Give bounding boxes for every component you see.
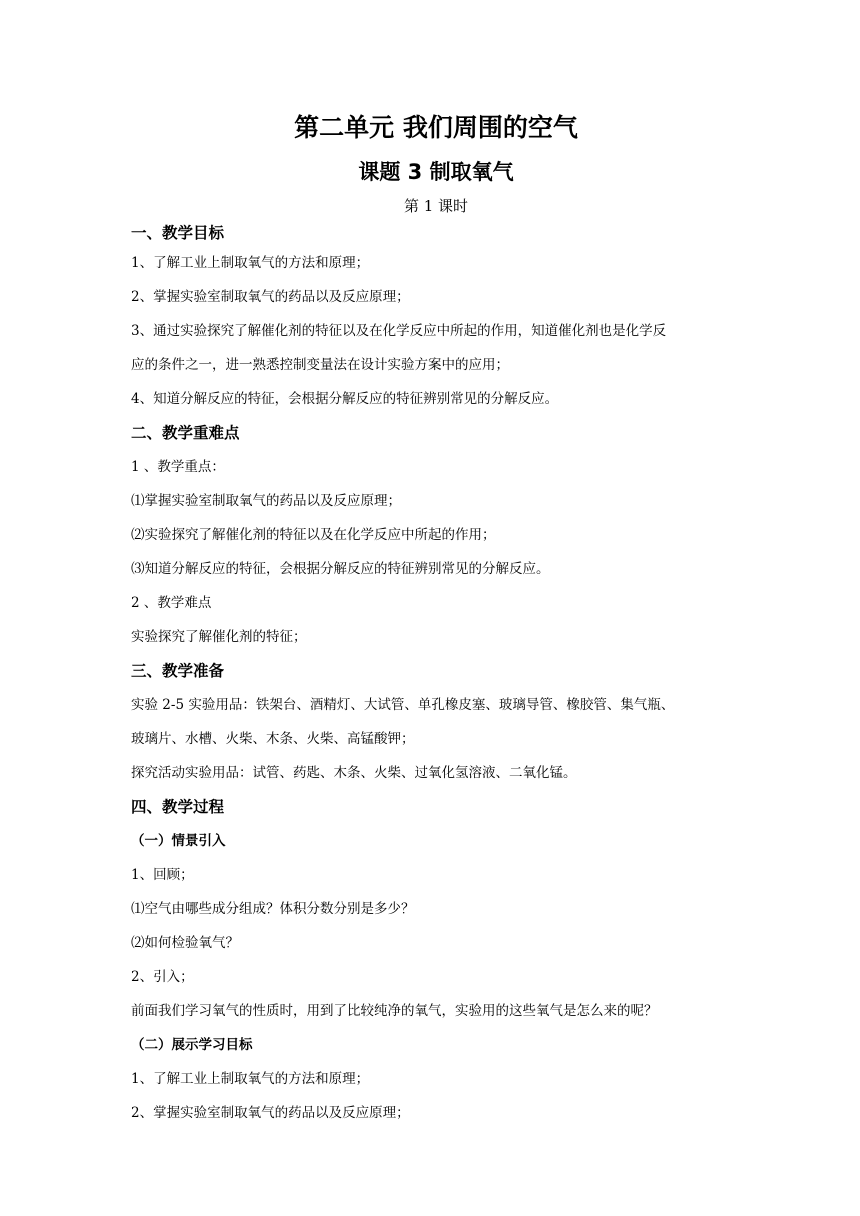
section-heading-preparation: 三、教学准备 <box>131 662 225 680</box>
paragraph: 应的条件之一，进一熟悉控制变量法在设计实验方案中的应用； <box>131 357 509 373</box>
paragraph: 实验 2-5 实验用品：铁架台、酒精灯、大试管、单孔橡皮塞、玻璃导管、橡胶管、集气瓶、 <box>131 697 675 713</box>
paragraph: 1 、教学重点： <box>131 459 225 475</box>
paragraph: 1、了解工业上制取氧气的方法和原理； <box>131 255 370 271</box>
paragraph: 1、了解工业上制取氧气的方法和原理； <box>131 1071 370 1087</box>
section-heading-key-points: 二、教学重难点 <box>131 424 240 442</box>
paragraph: ⑵如何检验氧气？ <box>131 935 239 951</box>
subsection-heading-objectives: （二）展示学习目标 <box>131 1037 253 1053</box>
paragraph: 玻璃片、水槽、火柴、木条、火柴、高锰酸钾； <box>131 731 415 747</box>
subsection-heading-intro: （一）情景引入 <box>131 833 226 849</box>
section-heading-objectives: 一、教学目标 <box>131 224 225 242</box>
paragraph: 2、掌握实验室制取氧气的药品以及反应原理； <box>131 289 410 305</box>
paragraph: 探究活动实验用品：试管、药匙、木条、火柴、过氧化氢溶液、二氧化锰。 <box>131 765 577 781</box>
paragraph: ⑴掌握实验室制取氧气的药品以及反应原理； <box>131 493 401 509</box>
paragraph: ⑶知道分解反应的特征，会根据分解反应的特征辨别常见的分解反应。 <box>131 561 550 577</box>
lesson-number: 第 1 课时 <box>403 197 469 215</box>
paragraph: 前面我们学习氧气的性质时，用到了比较纯净的氧气，实验用的这些氧气是怎么来的呢？ <box>131 1003 658 1019</box>
document-body <box>131 104 741 1130</box>
paragraph: 1、回顾； <box>131 867 194 883</box>
paragraph: 2、引入； <box>131 969 194 985</box>
paragraph: 2 、教学难点 <box>131 595 212 611</box>
document-title: 第二单元 我们周围的空气 <box>294 113 578 142</box>
paragraph: 3、通过实验探究了解催化剂的特征以及在化学反应中所起的作用，知道催化剂也是化学反 <box>131 323 667 339</box>
paragraph: ⑴空气由哪些成分组成？体积分数分别是多少？ <box>131 901 415 917</box>
paragraph: 4、知道分解反应的特征，会根据分解反应的特征辨别常见的分解反应。 <box>131 391 559 407</box>
paragraph: ⑵实验探究了解催化剂的特征以及在化学反应中所起的作用； <box>131 527 496 543</box>
paragraph: 2、掌握实验室制取氧气的药品以及反应原理； <box>131 1105 410 1121</box>
section-heading-process: 四、教学过程 <box>131 798 225 816</box>
paragraph: 实验探究了解催化剂的特征； <box>131 629 307 645</box>
document-subtitle: 课题 3 制取氧气 <box>358 160 514 184</box>
